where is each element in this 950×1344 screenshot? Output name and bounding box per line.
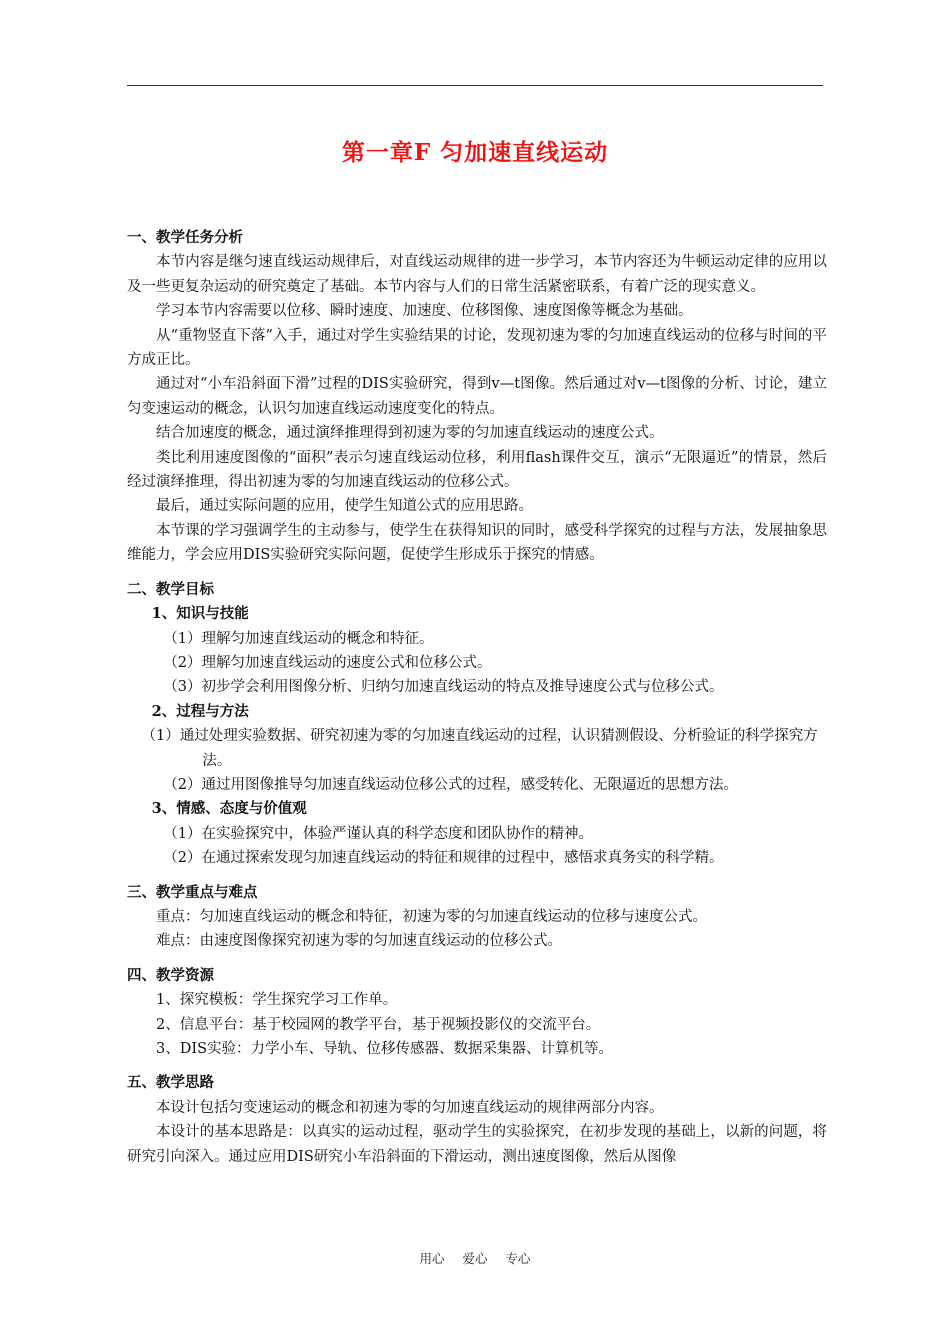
list-item: （2）理解匀加速直线运动的速度公式和位移公式。 xyxy=(163,654,492,671)
subsection-heading: 1、知识与技能 xyxy=(151,605,249,623)
paragraph: 本设计的基本思路是：以真实的运动过程，驱动学生的实验探究，在初步发现的基础上，以新的问题，将研究引向深入。通过应用DIS研究小车沿斜面的下滑运动，测出速度图像，然后从图像 xyxy=(127,1124,827,1165)
list-item: 3、DIS实验：力学小车、导轨、位移传感器、数据采集器、计算机等。 xyxy=(156,1041,614,1057)
section-heading: 二、教学目标 xyxy=(127,580,214,598)
section-heading: 一、教学任务分析 xyxy=(127,229,243,246)
paragraph: 通过对“小车沿斜面下滑”过程的DIS实验研究，得到v—t图像。然后通过对v—t图像的分析、讨论，建立匀变速运动的概念，认识匀加速直线运动速度变化的特点。 xyxy=(127,376,827,417)
document-body xyxy=(127,226,827,1169)
section-heading: 四、教学资源 xyxy=(127,966,214,984)
list-item: （1）通过处理实验数据、研究初速为零的匀加速直线运动的过程，认识猜测假设、分析验证的科学探究方法。 xyxy=(141,728,818,769)
page-footer: 用心 爱心 专心 xyxy=(419,1251,531,1266)
list-item: （1）理解匀加速直线运动的概念和特征。 xyxy=(163,630,434,647)
difficult-point: 难点：由速度图像探究初速为零的匀加速直线运动的位移公式。 xyxy=(156,933,562,950)
list-item: （2）通过用图像推导匀加速直线运动位移公式的过程，感受转化、无限逼近的思想方法。 xyxy=(163,776,738,793)
list-item: （3）初步学会利用图像分析、归纳匀加速直线运动的特点及推导速度公式与位移公式。 xyxy=(163,679,724,696)
paragraph: 学习本节内容需要以位移、瞬时速度、加速度、位移图像、速度图像等概念为基础。 xyxy=(156,303,693,320)
list-item: （1）在实验探究中，体验严谨认真的科学态度和团队协作的精神。 xyxy=(163,825,593,842)
subsection-heading: 2、过程与方法 xyxy=(151,702,249,720)
paragraph: 本设计包括匀变速运动的概念和初速为零的匀加速直线运动的规律两部分内容。 xyxy=(156,1099,664,1116)
paragraph: 最后，通过实际问题的应用，使学生知道公式的应用思路。 xyxy=(156,498,533,515)
section-heading: 三、教学重点与难点 xyxy=(127,883,258,901)
subsection-heading: 3、情感、态度与价值观 xyxy=(151,800,307,818)
list-item: 1、探究模板：学生探究学习工作单。 xyxy=(156,992,398,1009)
paragraph: 从“重物竖直下落”入手，通过对学生实验结果的讨论，发现初速为零的匀加速直线运动的位移与时间的平方成正比。 xyxy=(127,327,827,369)
paragraph: 本节内容是继匀速直线运动规律后，对直线运动规律的进一步学习，本节内容还为牛顿运动定律的应用以及一些更复杂运动的研究奠定了基础。本节内容与人们的日常生活紧密联系，有着广泛的现实意义。 xyxy=(127,254,827,295)
paragraph: 本节课的学习强调学生的主动参与，使学生在获得知识的同时，感受科学探究的过程与方法，发展抽象思维能力，学会应用DIS实验研究实际问题，促使学生形成乐于探究的情感。 xyxy=(127,522,827,564)
list-item: （2）在通过探索发现匀加速直线运动的特征和规律的过程中，感悟求真务实的科学精。 xyxy=(163,850,724,867)
page-title: 第一章F 匀加速直线运动 xyxy=(341,139,609,166)
list-item: 2、信息平台：基于校园网的教学平台，基于视频投影仪的交流平台。 xyxy=(156,1016,601,1033)
section-heading: 五、教学思路 xyxy=(127,1074,214,1092)
paragraph: 结合加速度的概念，通过演绎推理得到初速为零的匀加速直线运动的速度公式。 xyxy=(156,425,664,442)
paragraph: 类比利用速度图像的“面积”表示匀速直线运动位移，利用flash课件交互，演示“无限逼近”的情景，然后经过演绎推理，得出初速为零的匀加速直线运动的位移公式。 xyxy=(127,449,827,491)
header-rule xyxy=(127,85,823,86)
key-point: 重点：匀加速直线运动的概念和特征，初速为零的匀加速直线运动的位移与速度公式。 xyxy=(156,908,707,925)
